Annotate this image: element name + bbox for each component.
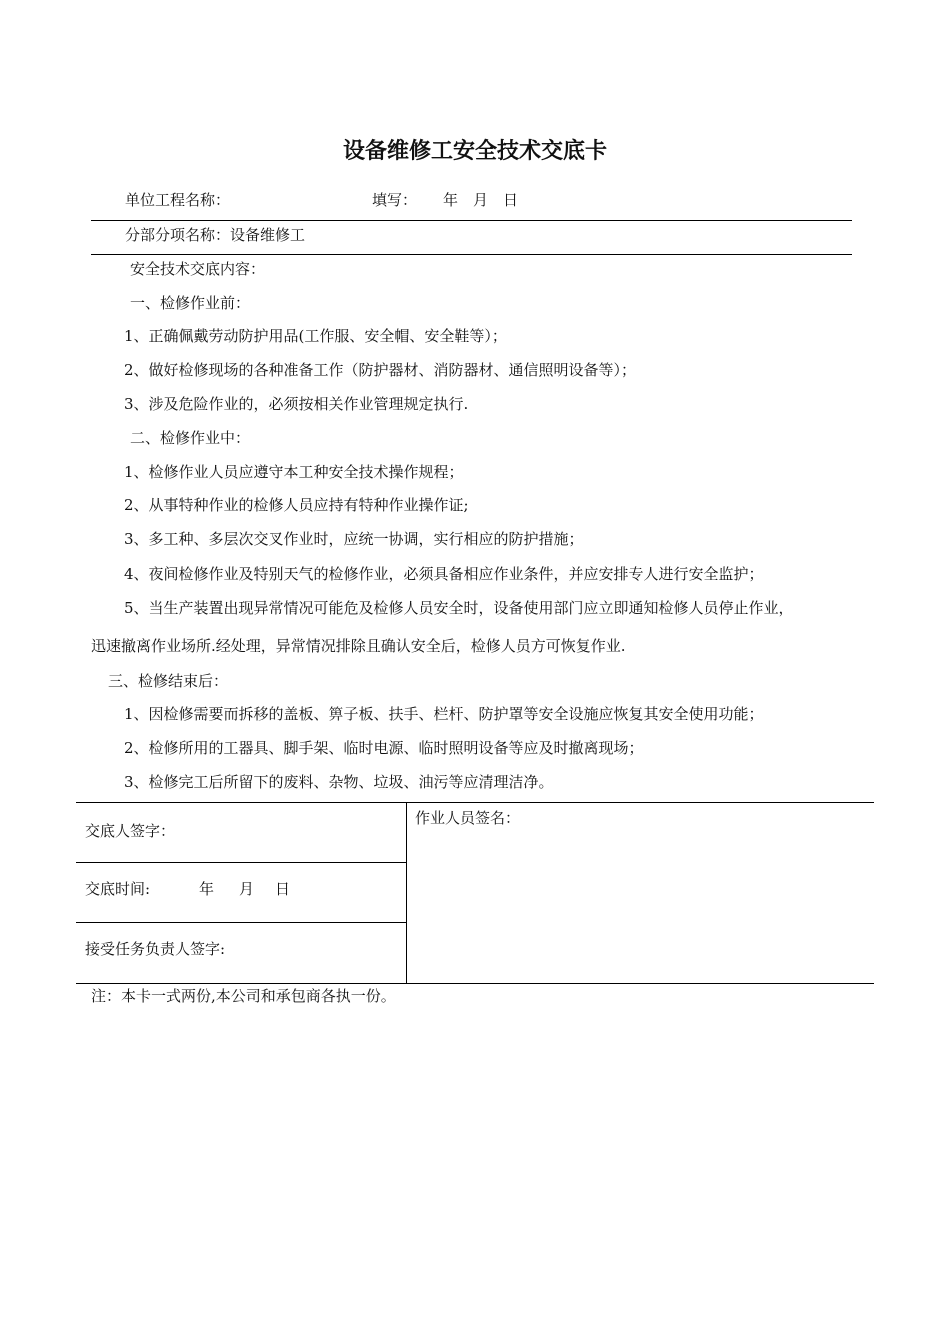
list-item: 2、做好检修现场的各种准备工作（防护器材、消防器材、通信照明设备等）； xyxy=(124,361,637,379)
receiver-signature-label: 接受任务负责人签字: xyxy=(85,940,226,958)
list-item: 2、检修所用的工器具、脚手架、临时电源、临时照明设备等应及时撤离现场； xyxy=(124,739,644,757)
time-year: 年 xyxy=(199,880,215,898)
list-item: 2、从事特种作业的检修人员应持有特种作业操作证; xyxy=(124,496,469,514)
date-month: 月 xyxy=(473,191,489,209)
list-item: 5、当生产装置出现异常情况可能危及检修人员安全时，设备使用部门应立即通知检修人员停止作业， xyxy=(124,599,794,617)
row-divider xyxy=(76,862,406,863)
subitem-name: 分部分项名称：设备维修工 xyxy=(125,226,306,244)
time-day: 日 xyxy=(275,880,291,898)
list-item: 1、正确佩戴劳动防护用品(工作服、安全帽、安全鞋等）； xyxy=(124,327,507,345)
list-item: 3、检修完工后所留下的废料、杂物、垃圾、油污等应清理洁净。 xyxy=(124,773,554,791)
list-item: 1、因检修需要而拆移的盖板、箅子板、扶手、栏杆、防护罩等安全设施应恢复其安全使用功能； xyxy=(124,705,764,723)
signature-left-column xyxy=(76,803,407,983)
section-during-title: 二、检修作业中： xyxy=(130,429,251,447)
row-divider xyxy=(76,922,406,923)
list-item: 4、夜间检修作业及特别天气的检修作业，必须具备相应作业条件，并应安排专人进行安全监护； xyxy=(124,565,764,583)
header-divider xyxy=(91,220,852,221)
section-before-title: 一、检修作业前： xyxy=(130,294,251,312)
list-item-continuation: 迅速撤离作业场所.经处理，异常情况排除且确认安全后，检修人员方可恢复作业. xyxy=(91,637,626,655)
time-month: 月 xyxy=(239,880,255,898)
disclosure-time-label: 交底时间: xyxy=(85,880,151,898)
list-item: 1、检修作业人员应遵守本工种安全技术操作规程； xyxy=(124,463,464,481)
section-after-title: 三、检修结束后： xyxy=(108,672,229,690)
fill-label: 填写： xyxy=(372,191,418,209)
content-heading: 安全技术交底内容： xyxy=(130,260,266,278)
date-year: 年 xyxy=(443,191,459,209)
document-title: 设备维修工安全技术交底卡 xyxy=(342,139,607,164)
list-item: 3、涉及危险作业的，必须按相关作业管理规定执行. xyxy=(124,395,469,413)
list-item: 3、多工种、多层次交叉作业时，应统一协调，实行相应的防护措施； xyxy=(124,530,584,548)
discloser-signature-label: 交底人签字： xyxy=(85,822,176,840)
worker-signature-label: 作业人员签名： xyxy=(415,809,521,827)
signature-table xyxy=(76,802,874,984)
footnote: 注：本卡一式两份,本公司和承包商各执一份。 xyxy=(91,987,396,1005)
subitem-divider xyxy=(91,254,852,255)
unit-name-label: 单位工程名称： xyxy=(125,191,231,209)
date-day: 日 xyxy=(503,191,519,209)
